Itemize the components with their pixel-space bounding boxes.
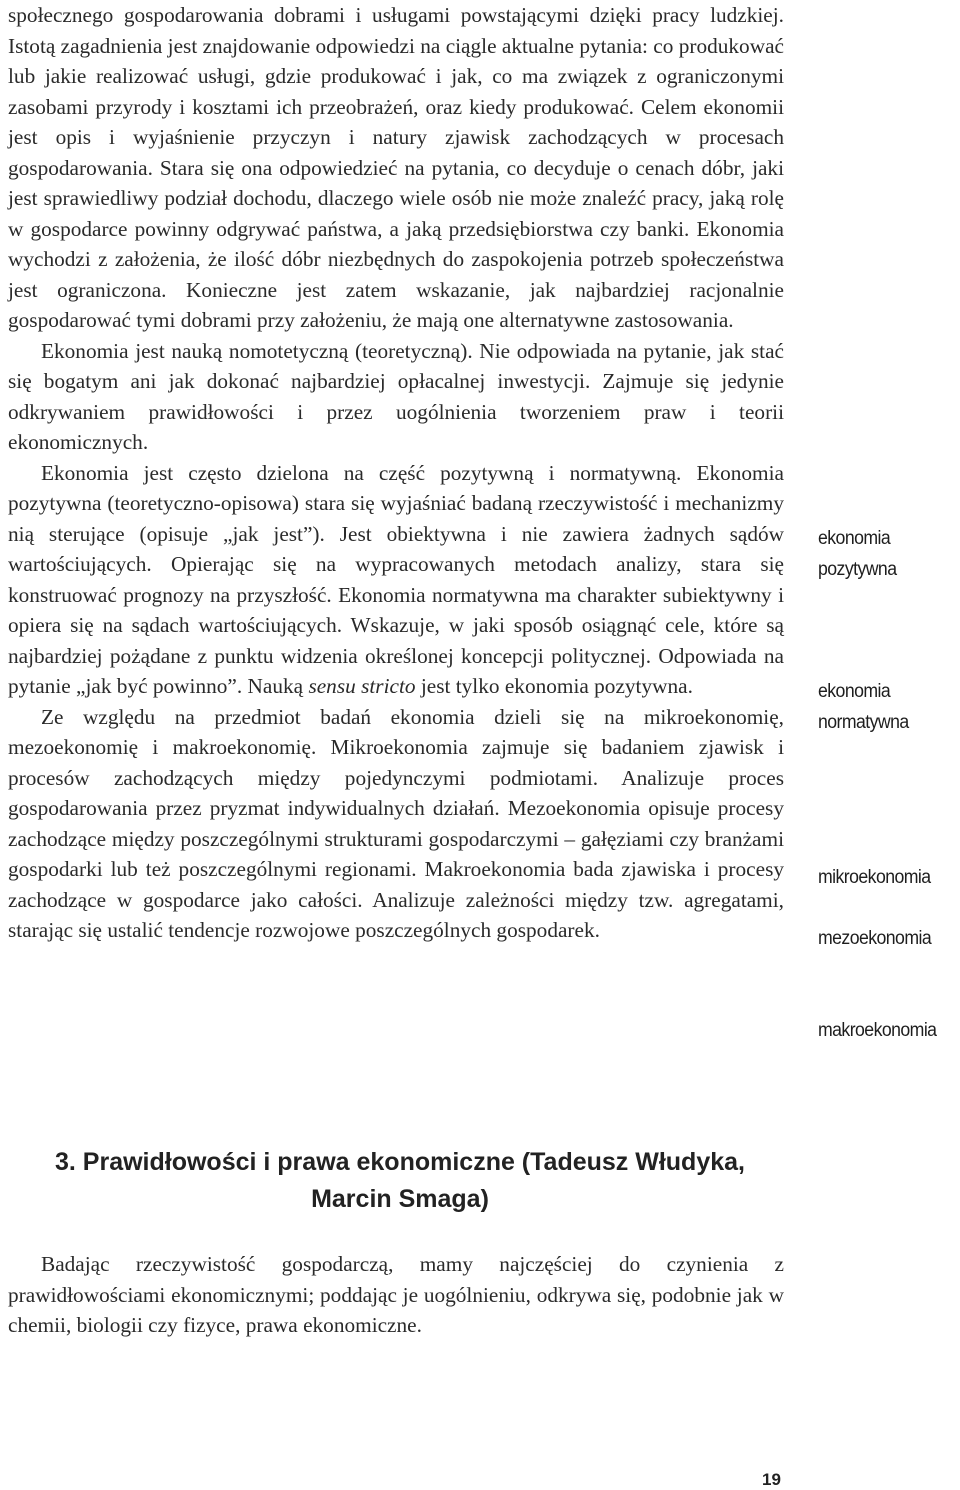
- margin-note-mesoeconomics: mezoekonomia: [818, 928, 932, 949]
- section-body: [8, 1249, 784, 1341]
- margin-note-microeconomics: mikroekonomia: [818, 867, 931, 888]
- section-intro-paragraph: Badając rzeczywistość gospodarczą, mamy najczęściej do czynienia z prawidłowościami ekonomicznymi; poddając je uogólnieniu, odkrywa się, podobnie jak w chemii, biologii czy fizyce, prawa ekonomiczne.: [8, 1252, 784, 1337]
- margin-note-line: ekonomia: [818, 528, 891, 549]
- margin-note-positive-economics: [818, 523, 950, 585]
- paragraph-positive-normative-text: Ekonomia jest często dzielona na część pozytywną i normatywną. Ekonomia pozytywna (teoretyczno-opisowa) stara się wyjaśniać badaną rzeczywistość i mechanizmy nią sterujące (opisuje „jak jest”). Jest obiektywna i nie zawiera żadnych sądów wartościujących. Opierając się na wypracowanych metodach analizy, stara się konstruować prognozy na przyszłość. Ekonomia normatywna ma charakter subiektywny i opiera się na sądach wartościujących. Wskazuje, w jaki sposób osiągnąć cele, które są najbardziej pożądane z punktu widzenia określonej koncepcji politycznej. Odpowiada na pytanie „jak być powinno”. Nauką: [8, 460, 784, 698]
- margin-note-line: pozytywna: [818, 559, 897, 580]
- section-heading-line: Marcin Smaga): [311, 1185, 489, 1213]
- paragraph-positive-normative: [8, 458, 784, 702]
- italic-term: sensu stricto: [308, 674, 416, 698]
- margin-note-line: ekonomia: [818, 681, 891, 702]
- section-heading: [0, 1144, 800, 1218]
- body-text: [8, 0, 784, 946]
- paragraph-nomothetic-science: Ekonomia jest nauką nomotetyczną (teoretyczną). Nie odpowiada na pytanie, jak stać się bogatym ani jak dokonać najbardziej opłacalnej inwestycji. Zajmuje się jedynie odkrywaniem prawidłowości i przez uogólnienia tworzeniem praw i teorii ekonomicznych.: [8, 338, 784, 454]
- paragraph-micro-meso-macro: Ze względu na przedmiot badań ekonomia dzieli się na mikroekonomię, mezoekonomię i makroekonomię. Mikroekonomia zajmuje się badaniem zjawisk i procesów zachodzących między pojedynczymi podmiotami. Analizuje proces gospodarowania przez pryzmat indywidualnych działań. Mezoekonomia opisuje procesy zachodzące między poszczególnymi strukturami gospodarczymi – gałęziami czy branżami gospodarki lub też poszczególnymi regionami. Makroekonomia bada zjawiska i procesy zachodzące w gospodarce jako całości. Analizuje zależności między tzw. agregatami, starając się ustalić tendencje rozwojowe poszczególnych gospodarek.: [8, 704, 784, 942]
- section-heading-line: 3. Prawidłowości i prawa ekonomiczne (Tadeusz Włudyka,: [55, 1148, 745, 1176]
- page-number: 19: [762, 1470, 781, 1489]
- margin-note-line: normatywna: [818, 712, 909, 733]
- paragraph-positive-normative-end: jest tylko ekonomia pozytywna.: [415, 674, 693, 698]
- margin-note-normative-economics: [818, 676, 950, 738]
- margin-note-macroeconomics: makroekonomia: [818, 1020, 937, 1041]
- paragraph-economics-definition: społecznego gospodarowania dobrami i usługami powstającymi dzięki pracy ludzkiej. Istotą zagadnienia jest znajdowanie odpowiedzi na ciągle aktualne pytania: co produkować lub jakie realizować usługi, gdzie produkować i jak, co ma związek z ograniczonymi zasobami przyrody i kosztami ich przeobrażeń, oraz kiedy produkować. Celem ekonomii jest opis i wyjaśnienie przyczyn i natury zjawisk zachodzących w procesach gospodarowania. Stara się ona odpowiedzieć na pytania, co decyduje o cenach dóbr, jaki jest sprawiedliwy podział dochodu, dlaczego wiele osób nie może znaleźć pracy, jaką rolę w gospodarce powinny odgrywać państwa, a jaką przedsiębiorstwa czy banki. Ekonomia wychodzi z założenia, że ilość dóbr niezbędnych do zaspokojenia potrzeb społeczeństwa jest ograniczona. Konieczne jest zatem wskazanie, jak najbardziej racjonalnie gospodarować tymi dobrami przy założeniu, że mają one alternatywne zastosowania.: [8, 3, 784, 332]
